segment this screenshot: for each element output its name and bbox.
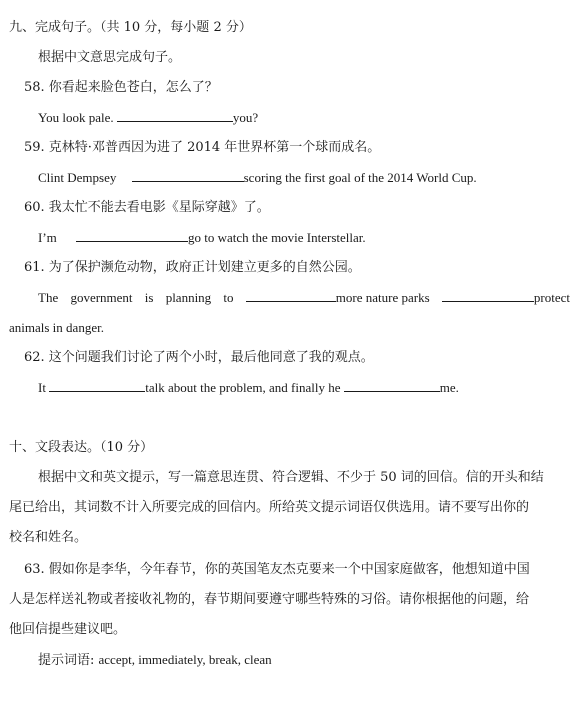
q60-blank[interactable]	[76, 229, 188, 242]
hint-words-list: accept, immediately, break, clean	[98, 652, 272, 667]
section-9-title: 九、完成句子。（共 10 分，每小题 2 分）	[9, 20, 252, 35]
q59-chinese: 59. 克林特·邓普西因为进了 2014 年世界杯第一个球而成名。	[24, 140, 381, 155]
q62-blank-2[interactable]	[344, 379, 440, 392]
q58-english: You look pale. you?	[38, 110, 259, 125]
q62-blank-1[interactable]	[49, 379, 145, 392]
q60-chinese: 60. 我太忙不能去看电影《星际穿越》了。	[24, 200, 270, 215]
q60-english: I’m go to watch the movie Interstellar.	[38, 230, 366, 245]
q58-chinese: 58. 你看起来脸色苍白，怎么了？	[24, 80, 218, 95]
section-10-instruction-line-2: 尾已给出，其词数不计入所要完成的回信内。所给英文提示词语仅供选用。请不要写出你的	[9, 500, 530, 515]
q61-english: The government is planning to more nature parks protect	[38, 290, 570, 305]
q63-line-1: 63. 假如你是李华，今年春节，你的英国笔友杰克要来一个中国家庭做客，他想知道中国	[24, 562, 530, 577]
q61-blank-1[interactable]	[246, 289, 336, 302]
q62-chinese: 62. 这个问题我们讨论了两个小时，最后他同意了我的观点。	[24, 350, 374, 365]
hint-label: 提示词语:	[38, 653, 99, 668]
q63-line-3: 他回信提些建议吧。	[9, 622, 127, 637]
section-10-title: 十、文段表达。（10 分）	[9, 440, 154, 455]
q59-blank[interactable]	[132, 169, 244, 182]
q61-chinese: 61. 为了保护濒危动物，政府正计划建立更多的自然公园。	[24, 260, 361, 275]
q61-blank-2[interactable]	[442, 289, 534, 302]
q62-english: It talk about the problem, and finally he me.	[38, 380, 459, 395]
section-9-instruction: 根据中文意思完成句子。	[38, 50, 182, 65]
section-10-instruction-line-1: 根据中文和英文提示，写一篇意思连贯、符合逻辑、不少于 50 词的回信。信的开头和结	[38, 470, 544, 485]
section-10-instruction-line-3: 校名和姓名。	[9, 530, 88, 545]
q61-english-cont: animals in danger.	[9, 320, 104, 335]
q63-line-2: 人是怎样送礼物或者接收礼物的，春节期间要遵守哪些特殊的习俗。请你根据他的问题，给	[9, 592, 530, 607]
q59-english: Clint Dempsey scoring the first goal of the 2014 World Cup.	[38, 170, 477, 185]
q58-blank[interactable]	[117, 109, 233, 122]
hint-words	[38, 650, 577, 671]
